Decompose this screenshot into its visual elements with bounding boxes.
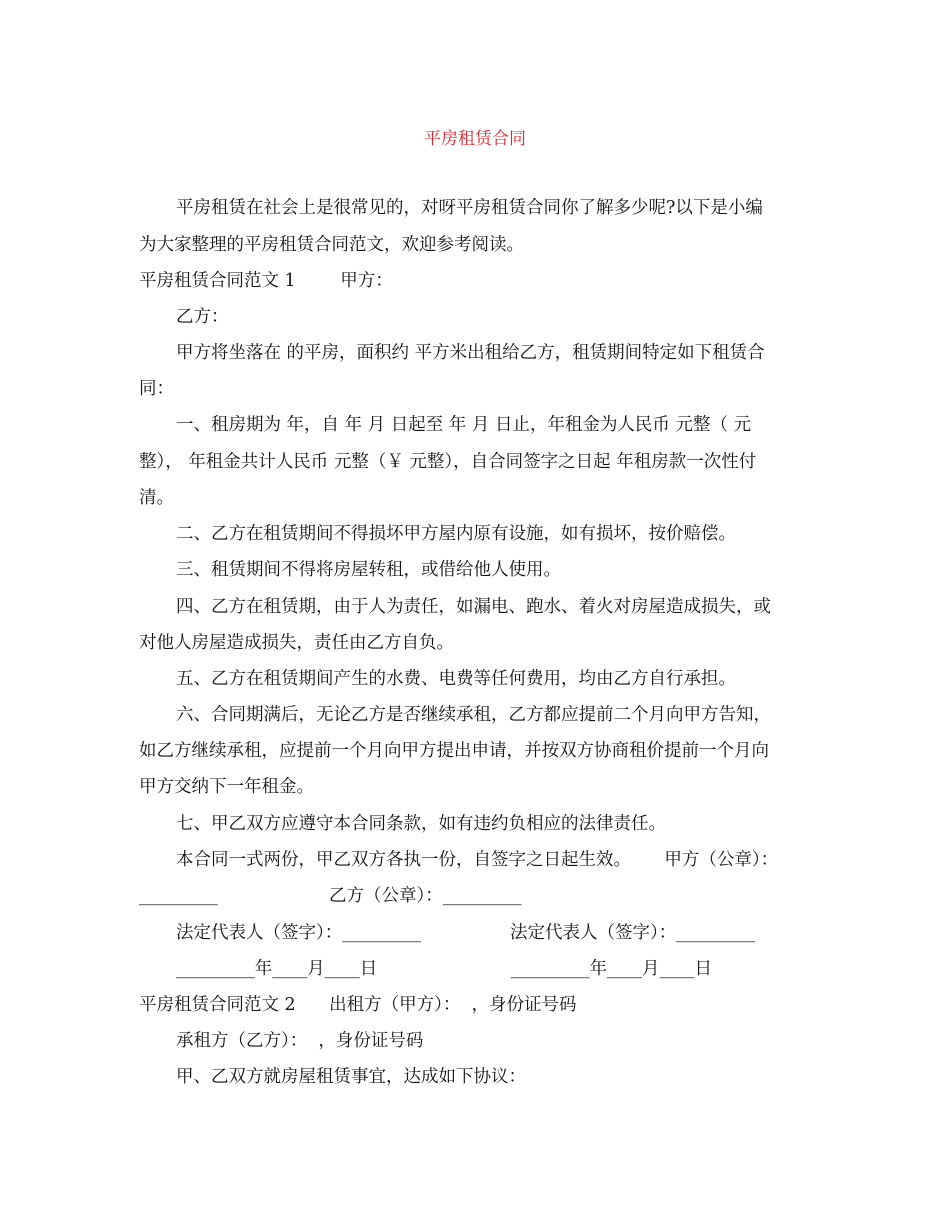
intro-line-1: 平房租赁在社会上是很常见的，对呀平房租赁合同你了解多少呢?以下是小编	[176, 198, 763, 218]
clause-5-line: 五、乙方在租赁期间产生的水费、电费等任何费用，均由乙方自行承担。	[176, 669, 736, 689]
paragraph-line: 甲方将坐落在 的平房，面积约 平方米出租给乙方，租赁期间特定如下租赁合	[176, 343, 765, 363]
clause-4-line: 对他人房屋造成损失，责任由乙方自负。	[139, 633, 454, 653]
date-line: _________年____月____日 _________年____月____日	[176, 959, 713, 979]
clause-7-line: 七、甲乙双方应遵守本合同条款，如有违约负相应的法律责任。	[176, 814, 666, 834]
party-b-line: 乙方：	[176, 307, 229, 327]
clause-4-line: 四、乙方在租赁期，由于人为责任，如漏电、跑水、着火对房屋造成损失，或	[176, 597, 771, 617]
seal-line: _________ 乙方（公章）：_________	[139, 886, 522, 906]
agreement-line: 甲、乙双方就房屋租赁事宜，达成如下协议：	[176, 1067, 526, 1087]
clause-1-line: 清。	[139, 488, 174, 508]
page-title: 平房租赁合同	[424, 129, 526, 149]
effective-line: 本合同一式两份，甲乙双方各执一份，自签字之日起生效。 甲方（公章）：	[176, 850, 779, 870]
clause-6-line: 六、合同期满后，无论乙方是否继续承租，乙方都应提前二个月向甲方告知，	[176, 705, 771, 725]
clause-3-line: 三、租赁期间不得将房屋转租，或借给他人使用。	[176, 560, 561, 580]
signature-line: 法定代表人（签字）：_________ 法定代表人（签字）：_________	[176, 923, 756, 943]
paragraph-line: 同：	[139, 379, 174, 399]
clause-2-line: 二、乙方在租赁期间不得损坏甲方屋内原有设施，如有损坏，按价赔偿。	[176, 524, 736, 544]
clause-1-line: 一、租房期为 年，自 年 月 日起至 年 月 日止，年租金为人民币 元整（ 元	[176, 415, 752, 435]
clause-6-line: 如乙方继续承租，应提前一个月向甲方提出申请，并按双方协商租价提前一个月向	[139, 741, 769, 761]
intro-line-2: 为大家整理的平房租赁合同范文，欢迎参考阅读。	[139, 235, 524, 255]
sample-1-heading: 平房租赁合同范文 1 甲方：	[139, 271, 393, 291]
lessee-line: 承租方（乙方）： ，身份证号码	[176, 1031, 424, 1051]
clause-6-line: 甲方交纳下一年租金。	[139, 777, 314, 797]
sample-2-heading: 平房租赁合同范文 2 出租方（甲方）： ，身份证号码	[139, 995, 577, 1015]
clause-1-line: 整）， 年租金共计人民币 元整（￥ 元整），自合同签字之日起 年租房款一次性付	[139, 452, 757, 472]
